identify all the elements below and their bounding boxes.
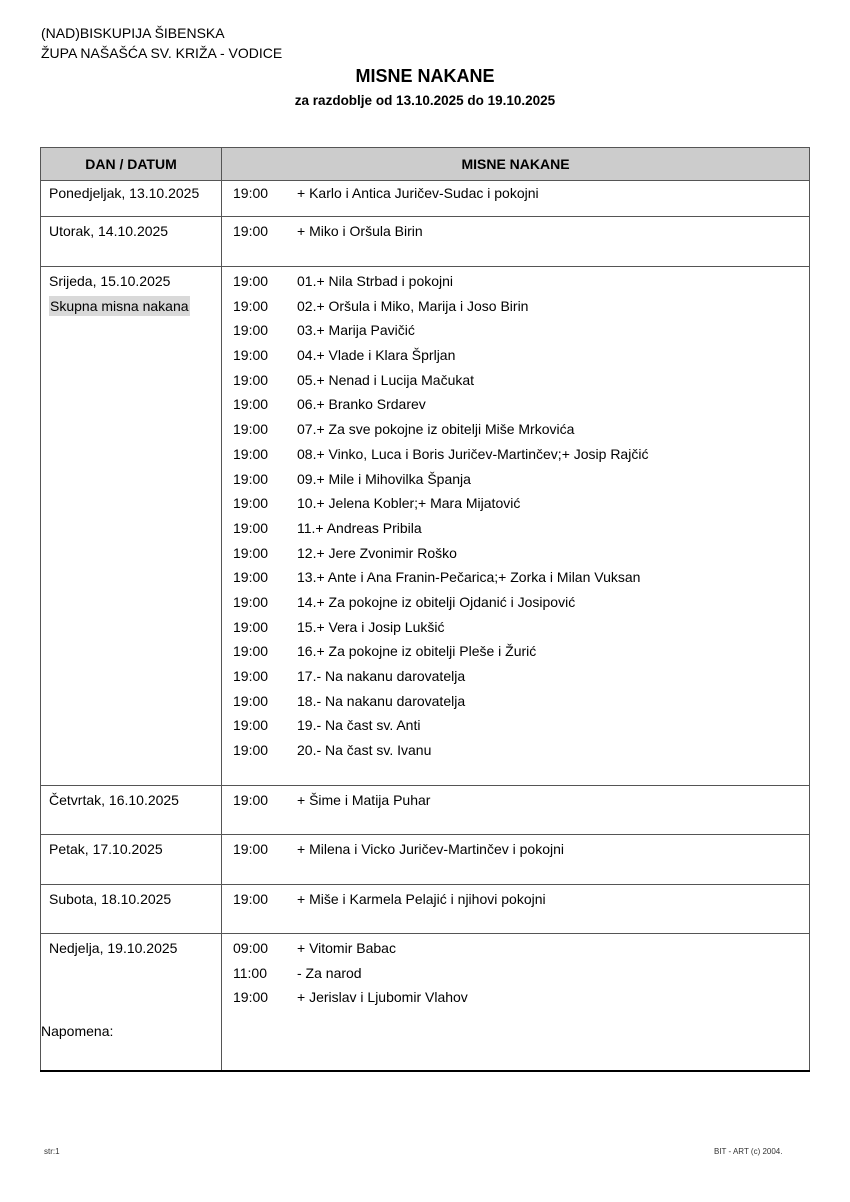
day-date: Nedjelja, 19.10.2025 (49, 940, 178, 956)
mass-intention: 03.+ Marija Pavičić (297, 322, 415, 339)
mass-entry (222, 887, 809, 912)
mass-intention: 04.+ Vlade i Klara Šprljan (297, 347, 456, 364)
mass-time: 19:00 (233, 593, 269, 610)
day-cell (41, 934, 222, 1071)
mass-entry (222, 368, 809, 393)
mass-entry (222, 467, 809, 492)
mass-time: 11:00 (233, 964, 267, 981)
mass-time: 19:00 (233, 643, 269, 660)
mass-intention: + Karlo i Antica Juričev-Sudac i pokojni (297, 185, 539, 201)
mass-entry (222, 985, 809, 1010)
table-row (41, 835, 810, 885)
mass-intention: 14.+ Za pokojne iz obitelji Ojdanić i Josipović (297, 593, 576, 610)
page-title: MISNE NAKANE (355, 66, 495, 86)
mass-time: 19:00 (233, 569, 269, 586)
table-body (41, 181, 810, 1071)
day-date: Subota, 18.10.2025 (49, 891, 172, 907)
mass-time: 19:00 (233, 396, 269, 413)
mass-intention: 13.+ Ante i Ana Franin-Pečarica;+ Zorka i Milan Vuksan (297, 569, 641, 586)
day-date: Srijeda, 15.10.2025 (49, 273, 171, 289)
mass-entry (222, 392, 809, 417)
mass-intentions-table (40, 147, 810, 1072)
mass-intention: 12.+ Jere Zvonimir Roško (297, 544, 457, 561)
mass-entry (222, 615, 809, 640)
mass-entry (222, 837, 809, 862)
mass-intention: 17.- Na nakanu darovatelja (297, 668, 466, 684)
mass-time: 19:00 (233, 792, 269, 808)
mass-entry (222, 269, 809, 294)
mass-time: 09:00 (233, 940, 269, 956)
mass-time: 19:00 (233, 717, 269, 734)
mass-entry (222, 936, 809, 961)
mass-time: 19:00 (233, 470, 269, 487)
intentions-cell (222, 835, 810, 885)
mass-time: 19:00 (233, 445, 269, 462)
mass-entry (222, 590, 809, 615)
table-row (41, 934, 810, 1071)
mass-intention: + Milena i Vicko Juričev-Martinčev i pokojni (297, 841, 565, 857)
mass-entry (222, 689, 809, 714)
mass-time: 19:00 (233, 989, 269, 1006)
mass-time: 19:00 (233, 841, 269, 857)
day-date: Utorak, 14.10.2025 (49, 223, 169, 239)
mass-intention: + Jerislav i Ljubomir Vlahov (297, 989, 468, 1006)
mass-intention: + Vitomir Babac (297, 940, 396, 956)
mass-entry (222, 318, 809, 343)
collective-mass-note: Skupna misna nakana (50, 297, 189, 314)
day-cell (41, 181, 222, 217)
day-cell (41, 885, 222, 934)
table-row (41, 217, 810, 267)
mass-intention: 16.+ Za pokojne iz obitelji Pleše i Žurić (297, 643, 537, 660)
table-header-row (41, 148, 810, 181)
mass-intention: - Za narod (297, 964, 362, 981)
mass-intention: 11.+ Andreas Pribila (297, 519, 422, 536)
mass-entry (222, 294, 809, 319)
intentions-cell (222, 267, 810, 786)
mass-intention: 07.+ Za sve pokojne iz obitelji Miše Mrkovića (297, 421, 575, 438)
mass-entry (222, 738, 809, 763)
mass-time: 19:00 (233, 495, 269, 512)
mass-entry (222, 713, 809, 738)
mass-time: 19:00 (233, 273, 269, 289)
mass-time: 19:00 (233, 421, 269, 438)
day-cell (41, 786, 222, 835)
day-cell (41, 835, 222, 885)
mass-time: 19:00 (233, 519, 269, 536)
mass-time: 19:00 (233, 371, 269, 388)
note-label: Napomena: (41, 1023, 114, 1039)
table-row (41, 267, 810, 786)
intentions-cell (222, 934, 810, 1071)
mass-intention: 01.+ Nila Strbad i pokojni (297, 273, 454, 289)
mass-entry (222, 219, 809, 244)
credit-text: BIT - ART (c) 2004. (714, 1147, 783, 1156)
mass-intention: 02.+ Oršula i Miko, Marija i Joso Birin (297, 297, 529, 314)
page-number: str:1 (44, 1147, 60, 1156)
mass-entry (222, 442, 809, 467)
mass-intention: 08.+ Vinko, Luca i Boris Juričev-Martinčev;+ Josip Rajčić (297, 445, 649, 462)
mass-entry (222, 664, 809, 689)
mass-entry (222, 639, 809, 664)
mass-intention: + Miko i Oršula Birin (297, 223, 423, 239)
mass-intention: + Miše i Karmela Pelajić i njihovi pokojni (297, 891, 546, 907)
mass-time: 19:00 (233, 891, 269, 907)
day-date: Petak, 17.10.2025 (49, 841, 163, 857)
table-row (41, 786, 810, 835)
diocese-name: (NAD)BISKUPIJA ŠIBENSKA (41, 25, 225, 41)
mass-time: 19:00 (233, 692, 269, 709)
mass-intention: 10.+ Jelena Kobler;+ Mara Mijatović (297, 495, 521, 512)
mass-entry (222, 565, 809, 590)
mass-time: 19:00 (233, 544, 269, 561)
mass-time: 19:00 (233, 322, 269, 339)
mass-entry (222, 417, 809, 442)
day-cell (41, 217, 222, 267)
mass-intention: 05.+ Nenad i Lucija Mačukat (297, 371, 475, 388)
day-cell (41, 267, 222, 786)
mass-intention: 19.- Na čast sv. Anti (297, 717, 421, 734)
mass-time: 19:00 (233, 223, 269, 239)
mass-intention: 15.+ Vera i Josip Lukšić (297, 618, 445, 635)
mass-intention: 18.- Na nakanu darovatelja (297, 692, 466, 709)
mass-entry (222, 491, 809, 516)
mass-time: 19:00 (233, 668, 269, 684)
mass-time: 19:00 (233, 618, 269, 635)
mass-intention: 20.- Na čast sv. Ivanu (297, 742, 432, 759)
column-header-day: DAN / DATUM (41, 148, 222, 181)
mass-time: 19:00 (233, 185, 269, 201)
mass-entry (222, 343, 809, 368)
intentions-cell (222, 786, 810, 835)
intentions-cell (222, 181, 810, 217)
mass-intention: 09.+ Mile i Mihovilka Španja (297, 470, 471, 487)
column-header-intentions: MISNE NAKANE (222, 148, 810, 181)
table-row (41, 181, 810, 217)
table-row (41, 885, 810, 934)
day-date: Četvrtak, 16.10.2025 (49, 792, 179, 808)
period-subtitle: za razdoblje od 13.10.2025 do 19.10.2025 (294, 93, 556, 108)
day-date: Ponedjeljak, 13.10.2025 (49, 185, 200, 201)
mass-intention: + Šime i Matija Puhar (297, 792, 431, 808)
parish-name: ŽUPA NAŠAŠĆA SV. KRIŽA - VODICE (41, 45, 283, 61)
mass-time: 19:00 (233, 347, 269, 364)
mass-entry (222, 516, 809, 541)
mass-entry (222, 961, 809, 986)
intentions-cell (222, 217, 810, 267)
mass-intention: 06.+ Branko Srdarev (297, 396, 426, 413)
intentions-cell (222, 885, 810, 934)
mass-time: 19:00 (233, 742, 269, 759)
mass-entry (222, 541, 809, 566)
mass-time: 19:00 (233, 297, 269, 314)
mass-entry (222, 181, 809, 206)
mass-entry (222, 788, 809, 813)
